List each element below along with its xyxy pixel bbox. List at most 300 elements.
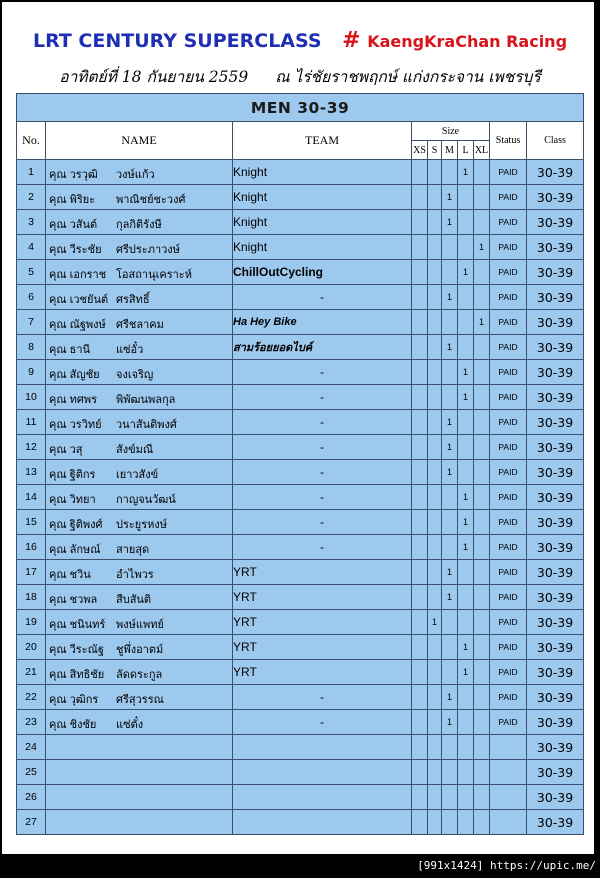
size-s-cell: [428, 635, 442, 660]
rider-team: -: [233, 460, 412, 485]
payment-status: PAID: [490, 460, 527, 485]
size-l-cell: [458, 710, 474, 735]
rider-first-name: คุณ ฐิติกร: [49, 469, 96, 481]
table-row: [17, 810, 584, 835]
rider-first-name: คุณ วรวิทย์: [49, 419, 102, 431]
size-s-cell: [428, 410, 442, 435]
size-l-cell: [458, 310, 474, 335]
table-row: [17, 535, 584, 560]
rider-class: 30-39: [527, 385, 584, 410]
size-xl-cell: [474, 685, 490, 710]
rider-class: 30-39: [527, 285, 584, 310]
rider-last-name: ลัดดระกูล: [116, 669, 163, 681]
registration-table: [16, 93, 584, 835]
row-number: 26: [17, 785, 46, 810]
rider-first-name: คุณ เอกราช: [49, 269, 107, 281]
row-number: 14: [17, 485, 46, 510]
size-xl-mark: 1: [474, 235, 490, 260]
table-row: [17, 260, 584, 285]
size-s-cell: [428, 435, 442, 460]
size-m-cell: [442, 810, 458, 835]
size-xs-cell: [412, 560, 428, 585]
size-m-mark: 1: [442, 185, 458, 210]
size-s-cell: [428, 735, 442, 760]
payment-status: PAID: [490, 160, 527, 185]
size-xs-cell: [412, 285, 428, 310]
rider-class: 30-39: [527, 685, 584, 710]
payment-status: PAID: [490, 385, 527, 410]
size-xl-cell: [474, 285, 490, 310]
size-s-cell: [428, 810, 442, 835]
hashtag-text: KaengKraChan Racing: [367, 32, 568, 51]
size-m-mark: 1: [442, 585, 458, 610]
table-row: [17, 335, 584, 360]
size-s-cell: [428, 685, 442, 710]
table-row: [17, 310, 584, 335]
size-l-cell: [458, 235, 474, 260]
payment-status: PAID: [490, 260, 527, 285]
col-header-size: Size: [412, 122, 490, 141]
size-xs-cell: [412, 485, 428, 510]
payment-status: PAID: [490, 635, 527, 660]
row-number: 3: [17, 210, 46, 235]
rider-first-name: คุณ วีระชัย: [49, 244, 102, 256]
size-xl-cell: [474, 660, 490, 685]
rider-first-name: คุณ วุฒิกร: [49, 694, 99, 706]
size-s-cell: [428, 185, 442, 210]
rider-name: [46, 335, 233, 360]
rider-first-name: คุณ ฐิติพงศ์: [49, 519, 103, 531]
col-header-status: Status: [490, 122, 527, 160]
payment-status: PAID: [490, 285, 527, 310]
rider-class: 30-39: [527, 160, 584, 185]
size-l-cell: [458, 210, 474, 235]
row-number: 25: [17, 760, 46, 785]
rider-class: 30-39: [527, 585, 584, 610]
size-m-cell: [442, 635, 458, 660]
table-row: [17, 735, 584, 760]
size-l-mark: 1: [458, 660, 474, 685]
table-row: [17, 435, 584, 460]
size-m-mark: 1: [442, 335, 458, 360]
payment-status: PAID: [490, 335, 527, 360]
size-m-mark: 1: [442, 560, 458, 585]
rider-class: 30-39: [527, 560, 584, 585]
division-title: MEN 30-39: [17, 94, 584, 122]
rider-name: [46, 160, 233, 185]
rider-class: 30-39: [527, 710, 584, 735]
rider-first-name: คุณ ทศพร: [49, 394, 98, 406]
size-xs-cell: [412, 610, 428, 635]
rider-team: [233, 785, 412, 810]
payment-status: PAID: [490, 510, 527, 535]
table-row: [17, 660, 584, 685]
size-xl-cell: [474, 810, 490, 835]
size-xl-cell: [474, 460, 490, 485]
rider-last-name: กุลกิติรังษี: [116, 219, 162, 231]
size-m-cell: [442, 385, 458, 410]
size-l-cell: [458, 435, 474, 460]
rider-name: [46, 635, 233, 660]
row-number: 12: [17, 435, 46, 460]
rider-class: 30-39: [527, 635, 584, 660]
rider-class: 30-39: [527, 435, 584, 460]
size-m-mark: 1: [442, 710, 458, 735]
rider-first-name: คุณ วรวุฒิ: [49, 169, 98, 181]
size-xs-cell: [412, 810, 428, 835]
rider-class: 30-39: [527, 510, 584, 535]
size-xs-cell: [412, 360, 428, 385]
size-l-mark: 1: [458, 360, 474, 385]
event-location: ณ ไร่ชัยราชพฤกษ์ แก่งกระจาน เพชรบุรี: [275, 68, 541, 86]
rider-name: [46, 435, 233, 460]
payment-status: PAID: [490, 660, 527, 685]
size-l-cell: [458, 785, 474, 810]
rider-class: 30-39: [527, 310, 584, 335]
col-header-size-s: S: [428, 141, 442, 160]
size-m-cell: [442, 235, 458, 260]
size-l-mark: 1: [458, 485, 474, 510]
rider-name: [46, 485, 233, 510]
rider-team: Knight: [233, 185, 412, 210]
size-xl-cell: [474, 385, 490, 410]
rider-class: 30-39: [527, 610, 584, 635]
rider-team: [233, 760, 412, 785]
size-xs-cell: [412, 785, 428, 810]
hashtag-symbol: #: [342, 28, 361, 53]
size-m-mark: 1: [442, 285, 458, 310]
col-header-name: NAME: [46, 122, 233, 160]
size-s-cell: [428, 335, 442, 360]
rider-name: [46, 735, 233, 760]
rider-first-name: คุณ ชวพล: [49, 594, 98, 606]
rider-last-name: เยาวสังข์: [116, 469, 159, 481]
event-title: LRT CENTURY SUPERCLASS: [32, 30, 322, 52]
size-l-cell: [458, 735, 474, 760]
payment-status: PAID: [490, 360, 527, 385]
size-xs-cell: [412, 210, 428, 235]
rider-class: 30-39: [527, 185, 584, 210]
rider-class: 30-39: [527, 535, 584, 560]
size-m-mark: 1: [442, 460, 458, 485]
size-l-cell: [458, 185, 474, 210]
size-xl-cell: [474, 185, 490, 210]
rider-name: [46, 610, 233, 635]
payment-status: PAID: [490, 710, 527, 735]
rider-name: [46, 410, 233, 435]
rider-first-name: คุณ ชิงชัย: [49, 719, 97, 731]
size-m-cell: [442, 360, 458, 385]
size-m-cell: [442, 735, 458, 760]
size-xs-cell: [412, 435, 428, 460]
size-xl-cell: [474, 760, 490, 785]
payment-status: [490, 760, 527, 785]
table-row: [17, 160, 584, 185]
rider-team: -: [233, 510, 412, 535]
payment-status: [490, 785, 527, 810]
size-s-cell: [428, 210, 442, 235]
size-xs-cell: [412, 510, 428, 535]
rider-class: 30-39: [527, 810, 584, 835]
row-number: 19: [17, 610, 46, 635]
rider-first-name: คุณ เวชยันต์: [49, 294, 109, 306]
size-xl-cell: [474, 560, 490, 585]
size-l-cell: [458, 760, 474, 785]
size-l-mark: 1: [458, 260, 474, 285]
table-row: [17, 410, 584, 435]
table-row: [17, 760, 584, 785]
size-xs-cell: [412, 685, 428, 710]
size-xl-cell: [474, 785, 490, 810]
rider-first-name: คุณ ลักษณ์: [49, 544, 101, 556]
row-number: 24: [17, 735, 46, 760]
rider-name: [46, 760, 233, 785]
rider-last-name: พาณิชย์ชะวงศ์: [116, 194, 186, 206]
rider-name: [46, 785, 233, 810]
size-m-mark: 1: [442, 410, 458, 435]
payment-status: PAID: [490, 535, 527, 560]
size-m-cell: [442, 760, 458, 785]
size-l-cell: [458, 560, 474, 585]
size-m-cell: [442, 260, 458, 285]
size-m-cell: [442, 485, 458, 510]
rider-team: -: [233, 435, 412, 460]
payment-status: PAID: [490, 585, 527, 610]
row-number: 9: [17, 360, 46, 385]
row-number: 1: [17, 160, 46, 185]
rider-last-name: กาญจนวัฒน์: [116, 494, 176, 506]
rider-last-name: วนาสันติพงศ์: [116, 419, 177, 431]
rider-team: [233, 735, 412, 760]
rider-team: -: [233, 385, 412, 410]
payment-status: [490, 735, 527, 760]
table-row: [17, 385, 584, 410]
table-body: [17, 160, 584, 835]
rider-name: [46, 660, 233, 685]
table-row: [17, 285, 584, 310]
rider-first-name: คุณ วสันต์: [49, 219, 98, 231]
col-header-size-m: M: [442, 141, 458, 160]
rider-team: -: [233, 485, 412, 510]
row-number: 8: [17, 335, 46, 360]
rider-class: 30-39: [527, 735, 584, 760]
size-s-cell: [428, 535, 442, 560]
rider-last-name: แซ่ตั๋ง: [116, 719, 144, 731]
rider-name: [46, 385, 233, 410]
rider-last-name: อำไพวร: [116, 569, 154, 581]
row-number: 18: [17, 585, 46, 610]
rider-name: [46, 310, 233, 335]
rider-last-name: ประยูรหงษ์: [116, 519, 168, 531]
row-number: 11: [17, 410, 46, 435]
table-row: [17, 685, 584, 710]
payment-status: PAID: [490, 235, 527, 260]
rider-last-name: สังข์มณี: [116, 444, 154, 456]
table-row: [17, 560, 584, 585]
payment-status: PAID: [490, 560, 527, 585]
rider-last-name: พิพัฒนพลกุล: [116, 394, 176, 406]
rider-last-name: สืบสันติ: [116, 594, 152, 606]
rider-team: YRT: [233, 610, 412, 635]
size-xl-cell: [474, 710, 490, 735]
size-l-cell: [458, 335, 474, 360]
row-number: 27: [17, 810, 46, 835]
row-number: 17: [17, 560, 46, 585]
row-number: 6: [17, 285, 46, 310]
payment-status: PAID: [490, 610, 527, 635]
row-number: 23: [17, 710, 46, 735]
size-xs-cell: [412, 235, 428, 260]
size-l-cell: [458, 610, 474, 635]
rider-last-name: ศรีสุวรรณ: [116, 694, 164, 706]
watermark: [991x1424] https://upic.me/: [417, 859, 596, 872]
rider-name: [46, 460, 233, 485]
size-xs-cell: [412, 585, 428, 610]
size-xl-cell: [474, 160, 490, 185]
rider-name: [46, 360, 233, 385]
size-s-cell: [428, 160, 442, 185]
row-number: 10: [17, 385, 46, 410]
rider-last-name: จงเจริญ: [116, 369, 154, 381]
table-row: [17, 360, 584, 385]
rider-name: [46, 510, 233, 535]
size-xl-cell: [474, 735, 490, 760]
event-subtitle: [0, 64, 600, 89]
size-xs-cell: [412, 385, 428, 410]
row-number: 5: [17, 260, 46, 285]
payment-status: PAID: [490, 435, 527, 460]
rider-last-name: แซ่อั๋ว: [116, 344, 144, 356]
size-m-cell: [442, 510, 458, 535]
size-m-mark: 1: [442, 685, 458, 710]
rider-first-name: คุณ ณัฐพงษ์: [49, 319, 106, 331]
rider-class: 30-39: [527, 460, 584, 485]
row-number: 13: [17, 460, 46, 485]
rider-team: -: [233, 410, 412, 435]
rider-team: YRT: [233, 585, 412, 610]
size-xs-cell: [412, 460, 428, 485]
rider-name: [46, 710, 233, 735]
size-s-cell: [428, 310, 442, 335]
rider-last-name: ศรีชลาคม: [116, 319, 164, 331]
rider-team: Knight: [233, 235, 412, 260]
size-l-cell: [458, 285, 474, 310]
size-m-cell: [442, 610, 458, 635]
col-header-size-l: L: [458, 141, 474, 160]
payment-status: PAID: [490, 485, 527, 510]
row-number: 4: [17, 235, 46, 260]
size-l-mark: 1: [458, 535, 474, 560]
col-header-team: TEAM: [233, 122, 412, 160]
size-xs-cell: [412, 760, 428, 785]
size-l-cell: [458, 685, 474, 710]
rider-class: 30-39: [527, 410, 584, 435]
size-s-cell: [428, 660, 442, 685]
rider-team: [233, 810, 412, 835]
payment-status: [490, 810, 527, 835]
size-xl-cell: [474, 535, 490, 560]
rider-first-name: คุณ สัญชัย: [49, 369, 100, 381]
row-number: 20: [17, 635, 46, 660]
rider-name: [46, 685, 233, 710]
table-row: [17, 710, 584, 735]
size-xl-mark: 1: [474, 310, 490, 335]
rider-team: -: [233, 285, 412, 310]
rider-name: [46, 810, 233, 835]
rider-name: [46, 585, 233, 610]
table-row: [17, 460, 584, 485]
rider-last-name: ศรสิทธิ์: [116, 294, 150, 306]
rider-last-name: โอสถานุเคราะห์: [116, 269, 192, 281]
rider-class: 30-39: [527, 210, 584, 235]
size-xs-cell: [412, 735, 428, 760]
rider-first-name: คุณ ธานี: [49, 344, 91, 356]
rider-class: 30-39: [527, 660, 584, 685]
size-xl-cell: [474, 360, 490, 385]
rider-first-name: คุณ พิริยะ: [49, 194, 96, 206]
rider-name: [46, 560, 233, 585]
rider-team: YRT: [233, 660, 412, 685]
size-xl-cell: [474, 260, 490, 285]
size-s-cell: [428, 560, 442, 585]
size-s-mark: 1: [428, 610, 442, 635]
row-number: 15: [17, 510, 46, 535]
col-header-size-xs: XS: [412, 141, 428, 160]
size-l-cell: [458, 810, 474, 835]
rider-name: [46, 210, 233, 235]
size-xs-cell: [412, 185, 428, 210]
rider-team: -: [233, 360, 412, 385]
rider-last-name: ชูพึ่งอาตม์: [116, 644, 164, 656]
rider-team: -: [233, 535, 412, 560]
size-l-cell: [458, 410, 474, 435]
payment-status: PAID: [490, 310, 527, 335]
rider-name: [46, 260, 233, 285]
size-s-cell: [428, 285, 442, 310]
size-s-cell: [428, 460, 442, 485]
size-s-cell: [428, 710, 442, 735]
size-m-cell: [442, 785, 458, 810]
payment-status: PAID: [490, 185, 527, 210]
rider-name: [46, 235, 233, 260]
rider-team: ChillOutCycling: [233, 260, 412, 285]
rider-last-name: สายสุด: [116, 544, 150, 556]
size-s-cell: [428, 260, 442, 285]
rider-name: [46, 535, 233, 560]
event-date: อาทิตย์ที่ 18 กันยายน 2559: [59, 68, 249, 86]
rider-last-name: วงษ์แก้ว: [116, 169, 155, 181]
rider-first-name: คุณ วสุ: [49, 444, 83, 456]
payment-status: PAID: [490, 410, 527, 435]
rider-team: Ha Hey Bike: [233, 310, 412, 335]
size-l-mark: 1: [458, 635, 474, 660]
payment-status: PAID: [490, 210, 527, 235]
size-s-cell: [428, 485, 442, 510]
size-m-mark: 1: [442, 435, 458, 460]
size-m-cell: [442, 160, 458, 185]
size-l-cell: [458, 585, 474, 610]
table-row: [17, 235, 584, 260]
row-number: 7: [17, 310, 46, 335]
size-xs-cell: [412, 335, 428, 360]
table-row: [17, 610, 584, 635]
size-xl-cell: [474, 585, 490, 610]
size-m-cell: [442, 310, 458, 335]
table-row: [17, 185, 584, 210]
size-s-cell: [428, 585, 442, 610]
row-number: 2: [17, 185, 46, 210]
size-s-cell: [428, 785, 442, 810]
